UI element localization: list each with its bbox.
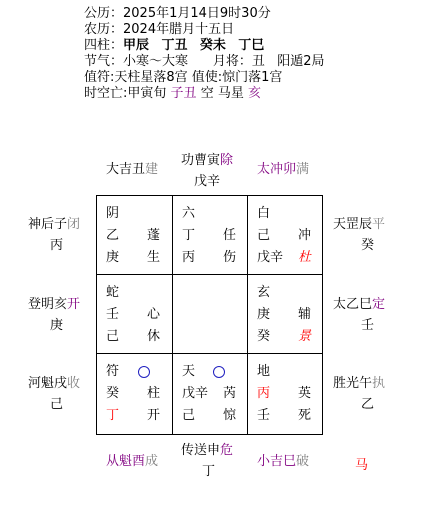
palace-star: 任 — [223, 228, 237, 243]
gongli-value: ：2025年1月14日9时30分 — [110, 6, 271, 21]
outer-left-bot: 河魁戌收 — [28, 376, 81, 391]
outer-right-top: 天罡辰平 — [333, 217, 386, 232]
jieqi-label: 节气： — [84, 54, 124, 69]
gongli-line — [84, 6, 271, 22]
ju-value: 阳遁2局 — [277, 54, 325, 69]
palace-star: 蓬 — [147, 228, 161, 243]
palace-stem-2: 己 — [106, 329, 120, 344]
palace-stem: 壬 — [106, 307, 120, 322]
palace-6 — [248, 354, 322, 434]
palace-star: 心 — [147, 307, 161, 322]
grid-line-h4 — [96, 434, 323, 435]
sizhu-label: 四柱： — [84, 38, 124, 53]
palace-stem-2: 戊辛 — [257, 250, 284, 265]
palace-5-center — [173, 275, 247, 353]
nongli-label: 农历 — [84, 22, 111, 37]
palace-8 — [97, 354, 172, 434]
shikong-kong-word: 空 — [200, 86, 214, 101]
shikong-maxing-branch: 亥 — [248, 86, 262, 101]
palace-stem-2: 癸 — [257, 329, 271, 344]
palace-door: 杜 — [298, 250, 312, 265]
palace-stem-2: 壬 — [257, 408, 271, 423]
outer-bot-center: 传送申危 — [181, 443, 234, 458]
palace-stem: 癸 — [106, 386, 120, 401]
palace-door: 惊 — [223, 408, 237, 423]
outer-left-top: 神后子闭 — [28, 217, 81, 232]
zhifu-line: 值符:天柱星落8宫 值使:惊门落1宫 — [84, 70, 283, 85]
outer-top-right: 太冲卯满 — [257, 162, 310, 177]
outer-bot-right: 小吉巳破 — [257, 454, 310, 469]
palace-star: 柱 — [147, 386, 161, 401]
outer-right-bot-stem: 乙 — [361, 397, 375, 412]
shikong-xun: 甲寅旬 — [127, 86, 167, 101]
gongli-label: 公历 — [84, 6, 111, 21]
outer-right-mid: 太乙巳定 — [333, 297, 386, 312]
palace-star: 辅 — [298, 307, 312, 322]
palace-star: 英 — [298, 386, 312, 401]
sizhu-year: 甲辰 — [123, 38, 150, 53]
outer-top-left: 大吉丑建 — [106, 162, 159, 177]
palace-stem-2: 庚 — [106, 250, 120, 265]
palace-stem: 丁 — [182, 228, 196, 243]
outer-right-bot: 胜光午执 — [333, 376, 386, 391]
palace-stem: 庚 — [257, 307, 271, 322]
palace-stem: 丙 — [257, 386, 271, 401]
palace-door: 伤 — [223, 250, 237, 265]
circle-icon — [138, 366, 150, 378]
palace-spirit: 玄 — [257, 285, 271, 300]
yuejiang-value: 丑 — [251, 54, 265, 69]
palace-door: 休 — [147, 329, 161, 344]
outer-right-top-stem: 癸 — [361, 238, 375, 253]
grid-line-v4 — [322, 195, 323, 435]
palace-spirit: 天 — [182, 364, 196, 379]
shikong-label: 时空亡: — [84, 86, 128, 101]
nongli-value: ：2024年腊月十五日 — [110, 22, 235, 37]
palace-9 — [173, 196, 247, 274]
palace-stem-2: 丙 — [182, 250, 196, 265]
palace-stem: 戊辛 — [182, 386, 209, 401]
outer-bot-left: 从魁酉成 — [106, 454, 159, 469]
palace-4 — [97, 196, 172, 274]
palace-door: 生 — [147, 250, 161, 265]
outer-bot-center-stem: 丁 — [202, 464, 216, 479]
outer-left-mid: 登明亥开 — [28, 297, 81, 312]
horse-marker: 马 — [355, 458, 369, 473]
palace-spirit: 蛇 — [106, 285, 120, 300]
palace-stem: 己 — [257, 228, 271, 243]
palace-stem: 乙 — [106, 228, 120, 243]
outer-left-top-stem: 丙 — [50, 238, 64, 253]
palace-door: 景 — [298, 329, 312, 344]
shikong-line — [84, 86, 261, 102]
palace-door: 开 — [147, 408, 161, 423]
outer-top-center: 功曹寅除 — [181, 153, 234, 168]
palace-star: 芮 — [223, 386, 237, 401]
outer-left-bot-stem: 己 — [50, 397, 64, 412]
palace-stem-2: 己 — [182, 408, 196, 423]
sizhu-line — [84, 38, 264, 54]
yuejiang-label: 月将： — [212, 54, 252, 69]
jieqi-value: 小寒～大寒 — [123, 54, 189, 69]
outer-top-center-stem: 戊辛 — [194, 174, 221, 189]
sizhu-month: 丁丑 — [161, 38, 188, 53]
outer-left-mid-stem: 庚 — [50, 318, 64, 333]
jieqi-line — [84, 54, 325, 70]
nongli-line — [84, 22, 234, 38]
shikong-kong-branches: 子丑 — [170, 86, 197, 101]
outer-right-mid-stem: 壬 — [361, 318, 375, 333]
palace-spirit: 地 — [257, 364, 271, 379]
palace-star: 冲 — [298, 228, 312, 243]
shikong-maxing-word: 马星 — [217, 86, 244, 101]
palace-spirit: 白 — [257, 206, 271, 221]
palace-spirit: 符 — [106, 364, 120, 379]
circle-icon — [213, 366, 225, 378]
palace-stem-2: 丁 — [106, 408, 120, 423]
palace-1 — [173, 354, 247, 434]
sizhu-hour: 丁巳 — [238, 38, 265, 53]
sizhu-day: 癸未 — [199, 38, 226, 53]
palace-door: 死 — [298, 408, 312, 423]
palace-3 — [97, 275, 172, 353]
palace-2 — [248, 196, 322, 274]
palace-spirit: 阴 — [106, 206, 120, 221]
palace-7 — [248, 275, 322, 353]
palace-spirit: 六 — [182, 206, 196, 221]
